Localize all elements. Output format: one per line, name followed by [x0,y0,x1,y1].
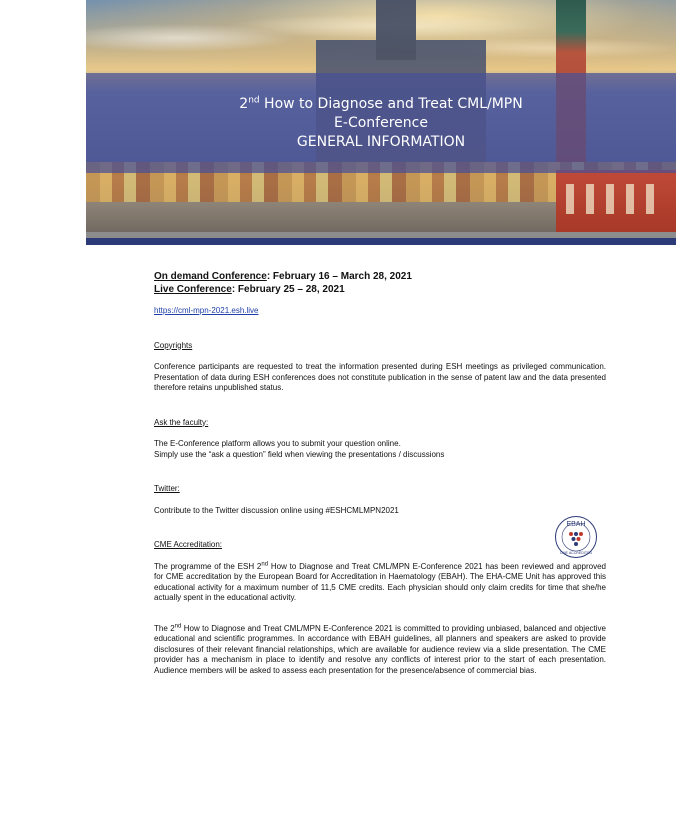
live-dates: Live Conference: February 25 – 28, 2021 [154,284,345,295]
faculty-line-2: Simply use the “ask a question” field when viewing the presentations / discussions [154,449,445,459]
faculty-section [154,418,606,461]
twitter-section [154,484,606,516]
conference-url-link[interactable]: https://cml-mpn-2021.esh.live [154,306,259,315]
banner-title [86,73,676,173]
ebah-logo-bottom-text: CME ACCREDITED [559,551,593,555]
document-body [154,270,606,676]
faculty-title: Ask the faculty: [154,417,209,427]
twitter-title: Twitter: [154,484,180,493]
page-heading: GENERAL INFORMATION [296,134,466,150]
copyrights-section [154,341,606,394]
conference-subtitle: E-Conference [334,115,428,131]
conference-title: 2nd How to Diagnose and Treat CML/MPN [239,95,523,112]
twitter-text: Contribute to the Twitter discussion online using #ESHCMLMPN2021 [154,505,399,515]
cme-title: CME Accreditation: [154,540,223,549]
on-demand-dates: On demand Conference: February 16 – March 28, 2021 [154,271,412,282]
copyrights-title: Copyrights [154,340,193,350]
ebah-logo-top-text: EBAH [566,521,586,528]
cme-paragraph-1: The programme of the ESH 2nd How to Diagnose and Treat CML/MPN E-Conference 2021 has been reviewed and approved for CME accreditation by the European Board for Accreditation in Haematology (EBAH). The EHA-CME Unit has approved this educational activity for a maximum number of 11,5 CME credits. Each physician should only claim credits for time that she/he actually spent in the educational activity. [154,560,606,602]
cme-section [154,540,606,676]
royal-castle [556,170,676,232]
copyrights-text: Conference participants are requested to treat the information presented during ESH meetings as privileged communication. Presentation of data during ESH conferences does not constitute publication in the sense of patent law and the data presented therefore retains unpublished status. [154,362,606,392]
divider-blue [86,238,676,245]
ebah-cme-logo [554,515,598,559]
cme-paragraph-2: The 2nd How to Diagnose and Treat CML/MPN E-Conference 2021 is committed to providing unbiased, balanced and objective educational and scientific programmes. In accordance with EBAH guidelines, all planners and speakers are asked to provide disclosures of their relevant financial relationships, which are available for audience review via a slide presentation. The CME provider has a mechanism in place to identify and resolve any conflicts of interest prior to the start of each presentation. Audience members will be asked to assess each presentation for the presence/absence of commercial bias. [154,622,606,675]
faculty-line-1: The E-Conference platform allows you to submit your question online. [154,439,401,448]
